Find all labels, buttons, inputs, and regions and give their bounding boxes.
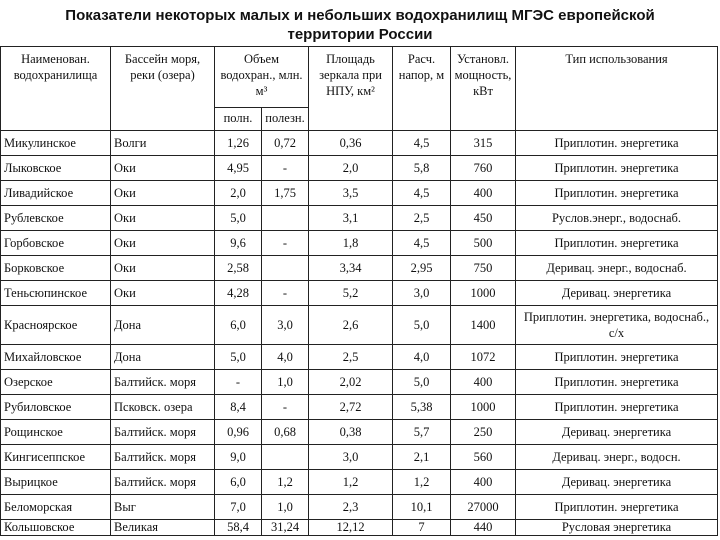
cell-power: 760 (451, 156, 516, 181)
cell-head: 2,95 (393, 256, 451, 281)
cell-name: Микулинское (1, 131, 111, 156)
cell-volume-useful (262, 206, 309, 231)
table-row (1, 306, 718, 345)
cell-head: 5,8 (393, 156, 451, 181)
cell-basin: Оки (111, 181, 215, 206)
table-row (1, 445, 718, 470)
cell-usage: Руслов.энерг., водоснаб. (516, 206, 718, 231)
cell-basin: Дона (111, 306, 215, 345)
cell-volume-useful: 1,0 (262, 370, 309, 395)
cell-area: 1,8 (309, 231, 393, 256)
cell-power: 560 (451, 445, 516, 470)
cell-basin: Балтийск. моря (111, 470, 215, 495)
cell-volume-useful: - (262, 156, 309, 181)
cell-usage: Приплотин. энергетика, водоснаб., с/х (516, 306, 718, 345)
page-title (0, 6, 720, 44)
cell-power: 500 (451, 231, 516, 256)
header-usage: Тип использования (516, 47, 718, 131)
cell-volume-useful: 4,0 (262, 345, 309, 370)
header-power: Установл. мощность, кВт (451, 47, 516, 131)
cell-usage: Приплотин. энергетика (516, 345, 718, 370)
cell-head: 2,5 (393, 206, 451, 231)
cell-volume-full: 2,0 (215, 181, 262, 206)
cell-head: 4,5 (393, 231, 451, 256)
cell-name: Ливадийское (1, 181, 111, 206)
table-row (1, 206, 718, 231)
cell-area: 2,02 (309, 370, 393, 395)
cell-volume-full: 4,95 (215, 156, 262, 181)
cell-basin: Великая (111, 520, 215, 536)
cell-name: Горбовское (1, 231, 111, 256)
cell-basin: Балтийск. моря (111, 445, 215, 470)
cell-volume-useful: - (262, 281, 309, 306)
cell-head: 4,5 (393, 181, 451, 206)
header-volume: Объем водохран., млн. м³ (215, 47, 309, 108)
cell-area: 2,72 (309, 395, 393, 420)
cell-name: Беломорская (1, 495, 111, 520)
cell-usage: Деривац. энергетика (516, 420, 718, 445)
cell-volume-full: 2,58 (215, 256, 262, 281)
header-volume-useful: полезн. (262, 108, 309, 131)
cell-basin: Балтийск. моря (111, 370, 215, 395)
cell-basin: Оки (111, 206, 215, 231)
cell-basin: Оки (111, 231, 215, 256)
cell-basin: Оки (111, 256, 215, 281)
cell-volume-full: 58,4 (215, 520, 262, 536)
cell-volume-useful: 1,75 (262, 181, 309, 206)
cell-usage: Приплотин. энергетика (516, 131, 718, 156)
title-line-2: территории России (287, 26, 433, 43)
cell-volume-full: 9,6 (215, 231, 262, 256)
table-row (1, 181, 718, 206)
cell-power: 1400 (451, 306, 516, 345)
cell-head: 5,0 (393, 306, 451, 345)
cell-name: Лыковское (1, 156, 111, 181)
cell-area: 0,36 (309, 131, 393, 156)
cell-volume-full: 6,0 (215, 306, 262, 345)
cell-area: 0,38 (309, 420, 393, 445)
header-volume-full: полн. (215, 108, 262, 131)
table-row (1, 256, 718, 281)
cell-volume-useful (262, 256, 309, 281)
table-row (1, 231, 718, 256)
cell-name: Михайловское (1, 345, 111, 370)
table-row (1, 495, 718, 520)
table-row (1, 345, 718, 370)
cell-volume-full: 1,26 (215, 131, 262, 156)
cell-usage: Приплотин. энергетика (516, 495, 718, 520)
table-row (1, 395, 718, 420)
cell-power: 440 (451, 520, 516, 536)
cell-volume-useful: 0,68 (262, 420, 309, 445)
table-row (1, 420, 718, 445)
cell-area: 3,0 (309, 445, 393, 470)
cell-head: 10,1 (393, 495, 451, 520)
cell-volume-useful: 3,0 (262, 306, 309, 345)
cell-head: 1,2 (393, 470, 451, 495)
cell-head: 7 (393, 520, 451, 536)
reservoir-table (0, 46, 718, 536)
cell-area: 3,1 (309, 206, 393, 231)
cell-volume-full: 0,96 (215, 420, 262, 445)
cell-basin: Псковск. озера (111, 395, 215, 420)
cell-area: 2,0 (309, 156, 393, 181)
cell-area: 3,5 (309, 181, 393, 206)
cell-volume-useful: 0,72 (262, 131, 309, 156)
cell-name: Рублевское (1, 206, 111, 231)
cell-power: 1000 (451, 281, 516, 306)
cell-volume-full: 7,0 (215, 495, 262, 520)
cell-basin: Выг (111, 495, 215, 520)
cell-name: Теньсюпинское (1, 281, 111, 306)
header-name: Наименован. водохранилища (1, 47, 111, 131)
cell-power: 450 (451, 206, 516, 231)
cell-volume-useful: - (262, 395, 309, 420)
cell-volume-full: 8,4 (215, 395, 262, 420)
cell-basin: Волги (111, 131, 215, 156)
cell-area: 2,6 (309, 306, 393, 345)
cell-usage: Деривац. энерг., водоснаб. (516, 256, 718, 281)
cell-head: 5,7 (393, 420, 451, 445)
cell-basin: Дона (111, 345, 215, 370)
cell-name: Кингисеппское (1, 445, 111, 470)
table-row (1, 281, 718, 306)
cell-power: 400 (451, 470, 516, 495)
cell-volume-useful: 31,24 (262, 520, 309, 536)
cell-usage: Приплотин. энергетика (516, 156, 718, 181)
cell-area: 5,2 (309, 281, 393, 306)
cell-basin: Оки (111, 156, 215, 181)
cell-volume-full: 5,0 (215, 345, 262, 370)
cell-power: 27000 (451, 495, 516, 520)
title-line-1: Показатели некоторых малых и небольших водохранилищ МГЭС европейской (65, 7, 655, 24)
cell-head: 3,0 (393, 281, 451, 306)
table-row (1, 470, 718, 495)
cell-head: 4,0 (393, 345, 451, 370)
cell-power: 750 (451, 256, 516, 281)
cell-volume-useful: 1,2 (262, 470, 309, 495)
table-row (1, 370, 718, 395)
cell-area: 2,3 (309, 495, 393, 520)
cell-head: 2,1 (393, 445, 451, 470)
cell-volume-full: 6,0 (215, 470, 262, 495)
cell-name: Вырицкое (1, 470, 111, 495)
cell-area: 2,5 (309, 345, 393, 370)
cell-usage: Приплотин. энергетика (516, 395, 718, 420)
cell-usage: Деривац. энергетика (516, 281, 718, 306)
cell-name: Кольшовское (1, 520, 111, 536)
cell-area: 12,12 (309, 520, 393, 536)
cell-usage: Приплотин. энергетика (516, 231, 718, 256)
header-basin: Бассейн моря, реки (озера) (111, 47, 215, 131)
cell-name: Рощинское (1, 420, 111, 445)
cell-power: 400 (451, 181, 516, 206)
cell-volume-useful: - (262, 231, 309, 256)
cell-area: 3,34 (309, 256, 393, 281)
cell-volume-full: 5,0 (215, 206, 262, 231)
cell-usage: Приплотин. энергетика (516, 370, 718, 395)
cell-basin: Балтийск. моря (111, 420, 215, 445)
cell-power: 315 (451, 131, 516, 156)
table-row (1, 131, 718, 156)
cell-volume-full: - (215, 370, 262, 395)
cell-head: 5,0 (393, 370, 451, 395)
header-area: Площадь зеркала при НПУ, км² (309, 47, 393, 131)
cell-name: Рубиловское (1, 395, 111, 420)
cell-usage: Русловая энергетика (516, 520, 718, 536)
cell-head: 4,5 (393, 131, 451, 156)
cell-power: 1000 (451, 395, 516, 420)
cell-volume-full: 9,0 (215, 445, 262, 470)
cell-usage: Приплотин. энергетика (516, 181, 718, 206)
cell-power: 250 (451, 420, 516, 445)
table-body (1, 131, 718, 536)
cell-head: 5,38 (393, 395, 451, 420)
table-row (1, 520, 718, 536)
cell-volume-useful: 1,0 (262, 495, 309, 520)
cell-power: 1072 (451, 345, 516, 370)
cell-name: Озерское (1, 370, 111, 395)
cell-volume-useful (262, 445, 309, 470)
cell-basin: Оки (111, 281, 215, 306)
cell-usage: Деривац. энергетика (516, 470, 718, 495)
cell-area: 1,2 (309, 470, 393, 495)
cell-name: Борковское (1, 256, 111, 281)
cell-name: Красноярское (1, 306, 111, 345)
header-head: Расч. напор, м (393, 47, 451, 131)
cell-power: 400 (451, 370, 516, 395)
table-row (1, 156, 718, 181)
cell-usage: Деривац. энерг., водосн. (516, 445, 718, 470)
cell-volume-full: 4,28 (215, 281, 262, 306)
